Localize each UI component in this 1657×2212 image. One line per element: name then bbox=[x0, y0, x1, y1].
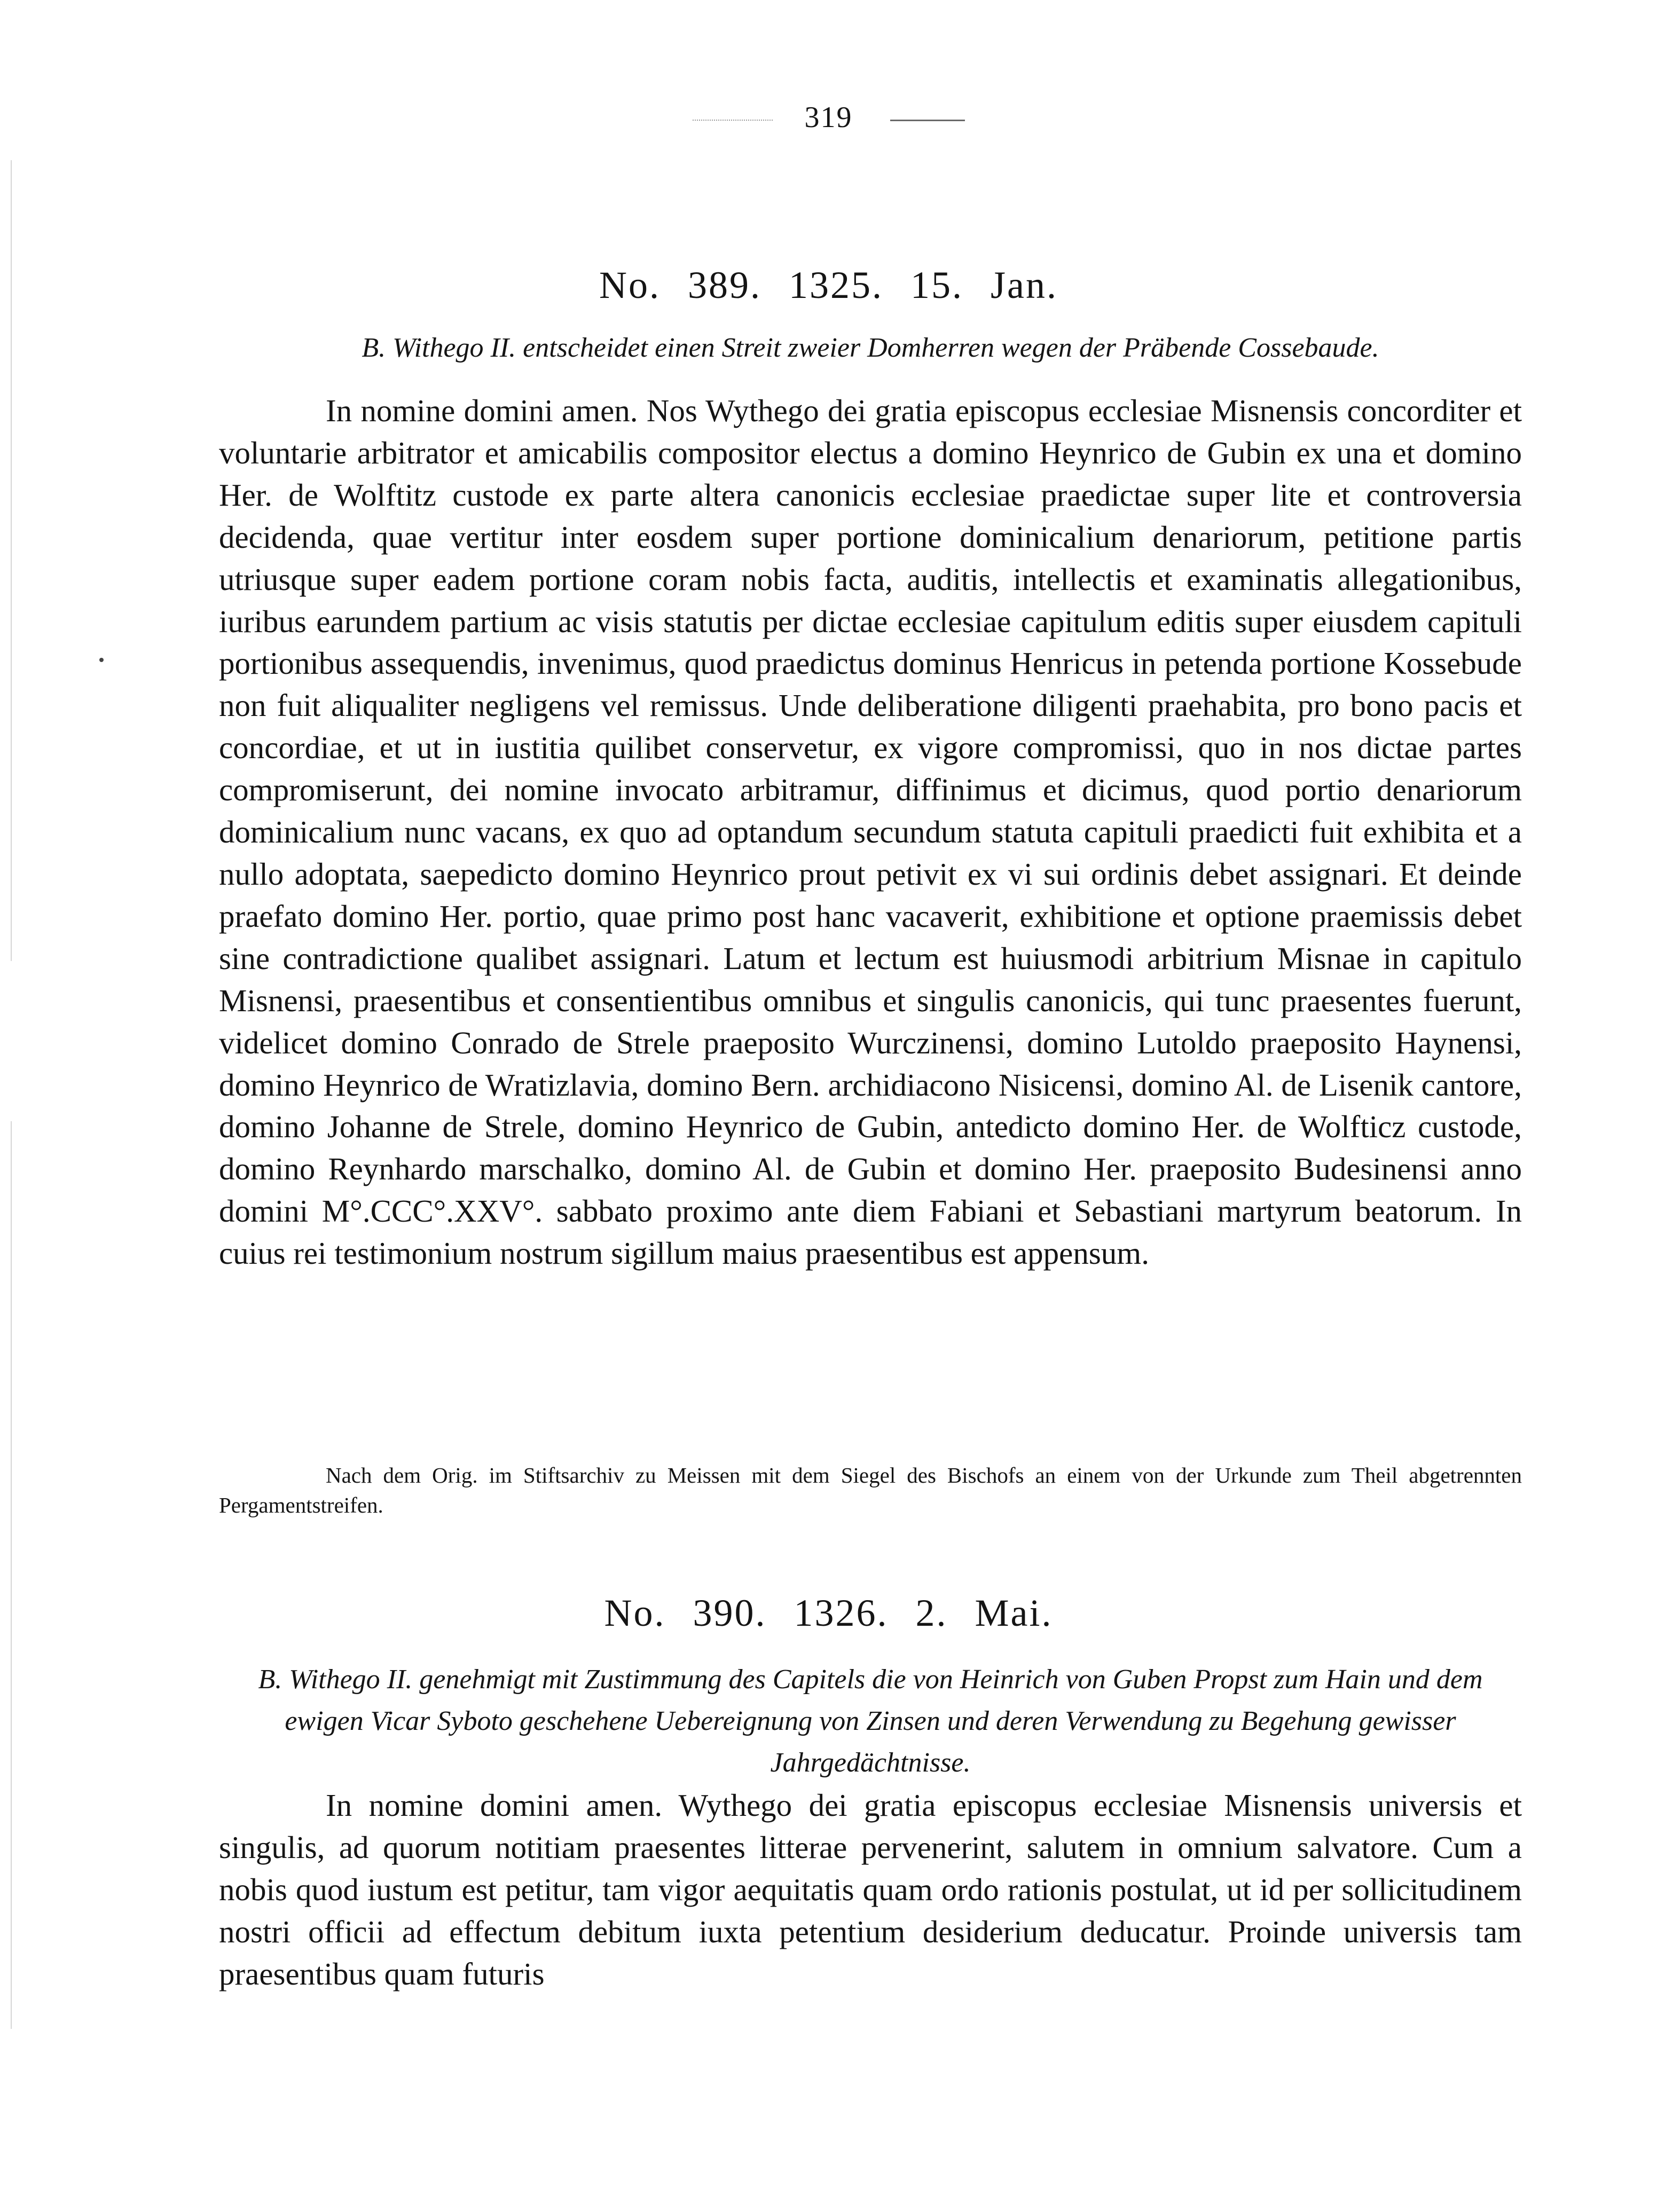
page-number-line bbox=[0, 100, 1657, 135]
source-note: Nach dem Orig. im Stiftsarchiv zu Meissen mit dem Siegel des Bischofs an einem von der Urkunde zum Theil abgetrennten Pergamentstreifen. bbox=[219, 1463, 1522, 1517]
page-number: 319 bbox=[804, 101, 853, 134]
entry-text: In nomine domini amen. Wythego dei gratia episcopus ecclesiae Misnensis universis et singulis, ad quorum notitiam praesentes litterae pervenerint, salutem in omnium salvatore. Cum a nobis quod iustum est petitur, tam vigor aequitatis quam ordo rationis postulat, ut id per sollicitudinem nostri officii ad effectum debitum iuxta petentium desiderium deducatur. Proinde universis tam praesentibus quam futuris bbox=[219, 1788, 1522, 1991]
entry-summary: B. Withego II. genehmigt mit Zustimmung des Capitels die von Heinrich von Guben Propst zum Hain und dem ewigen Vicar Syboto geschehene Uebereignung von Zinsen und deren Verwendung zu Begehung gewisser Jahrgedächtnisse. bbox=[258, 1664, 1483, 1778]
rule-left bbox=[693, 120, 773, 121]
entry-text: In nomine domini amen. Nos Wythego dei gratia episcopus ecclesiae Misnensis concorditer et voluntarie arbitrator et amicabilis compositor electus a domino Heynrico de Gubin ex una et domino Her. de Wolftitz custode ex parte altera canonicis ecclesiae praedictae super lite et controversia decidenda, quae vertitur inter eosdem super portione dominicalium denariorum, petitione partis utriusque super eadem portione coram nobis facta, auditis, intellectis et examinatis allegationibus, iuribus earundem partium ac visis statutis per dictae ecclesiae capitulum editis super eiusdem capituli portionibus assequendis, invenimus, quod praedictus dominus Henricus in petenda portione Kossebude non fuit aliqualiter negligens vel remissus. Unde deliberatione diligenti praehabita, pro bono pacis et concordiae, et ut in iustitia quilibet conservetur, ex vigore compromissi, quo in nos dictae partes compromiserunt, dei nomine invocato arbitramur, diffinimus et dicimus, quod portio denariorum dominicalium nunc vacans, ex quo ad optandum secundum statuta capituli praedicti fuit exhibita et a nullo adoptata, saepedicto domino Heynrico prout petivit ex vi sui ordinis debet assignari. Et deinde praefato domino Her. portio, quae primo post hanc vacaverit, exhibitione et optione praemissis debet sine contradictione qualibet assignari. Latum et lectum est huiusmodi arbitrium Misnae in capitulo Misnensi, praesentibus et consentientibus omnibus et singulis canonicis, qui tunc praesentes fuerunt, videlicet domino Conrado de Strele praeposito Wurczinensi, domino Lutoldo praeposito Haynensi, domino Heynrico de Wratizlavia, domino Bern. archidiacono Nisicensi, domino Al. de Lisenik cantore, domino Johanne de Strele, domino Heynrico de Gubin, antedicto domino Her. de Wolfticz custode, domino Reynhardo marschalko, domino Al. de Gubin et domino Her. praeposito Budesinensi anno domini M°.CCC°.XXV°. sabbato proximo ante diem Fabiani et Sebastiani martyrum beatorum. In cuius rei testimonium nostrum sigillum maius praesentibus est appensum. bbox=[219, 393, 1522, 1271]
entry-heading: No. 389. 1325. 15. Jan. bbox=[599, 264, 1058, 306]
scan-edge-line bbox=[11, 1121, 12, 2029]
entry-heading: No. 390. 1326. 2. Mai. bbox=[604, 1592, 1053, 1634]
margin-speck bbox=[99, 658, 104, 662]
rule-right bbox=[890, 120, 965, 121]
entry-summary: B. Withego II. entscheidet einen Streit zweier Domherren wegen der Präbende Cossebaude. bbox=[362, 333, 1379, 363]
